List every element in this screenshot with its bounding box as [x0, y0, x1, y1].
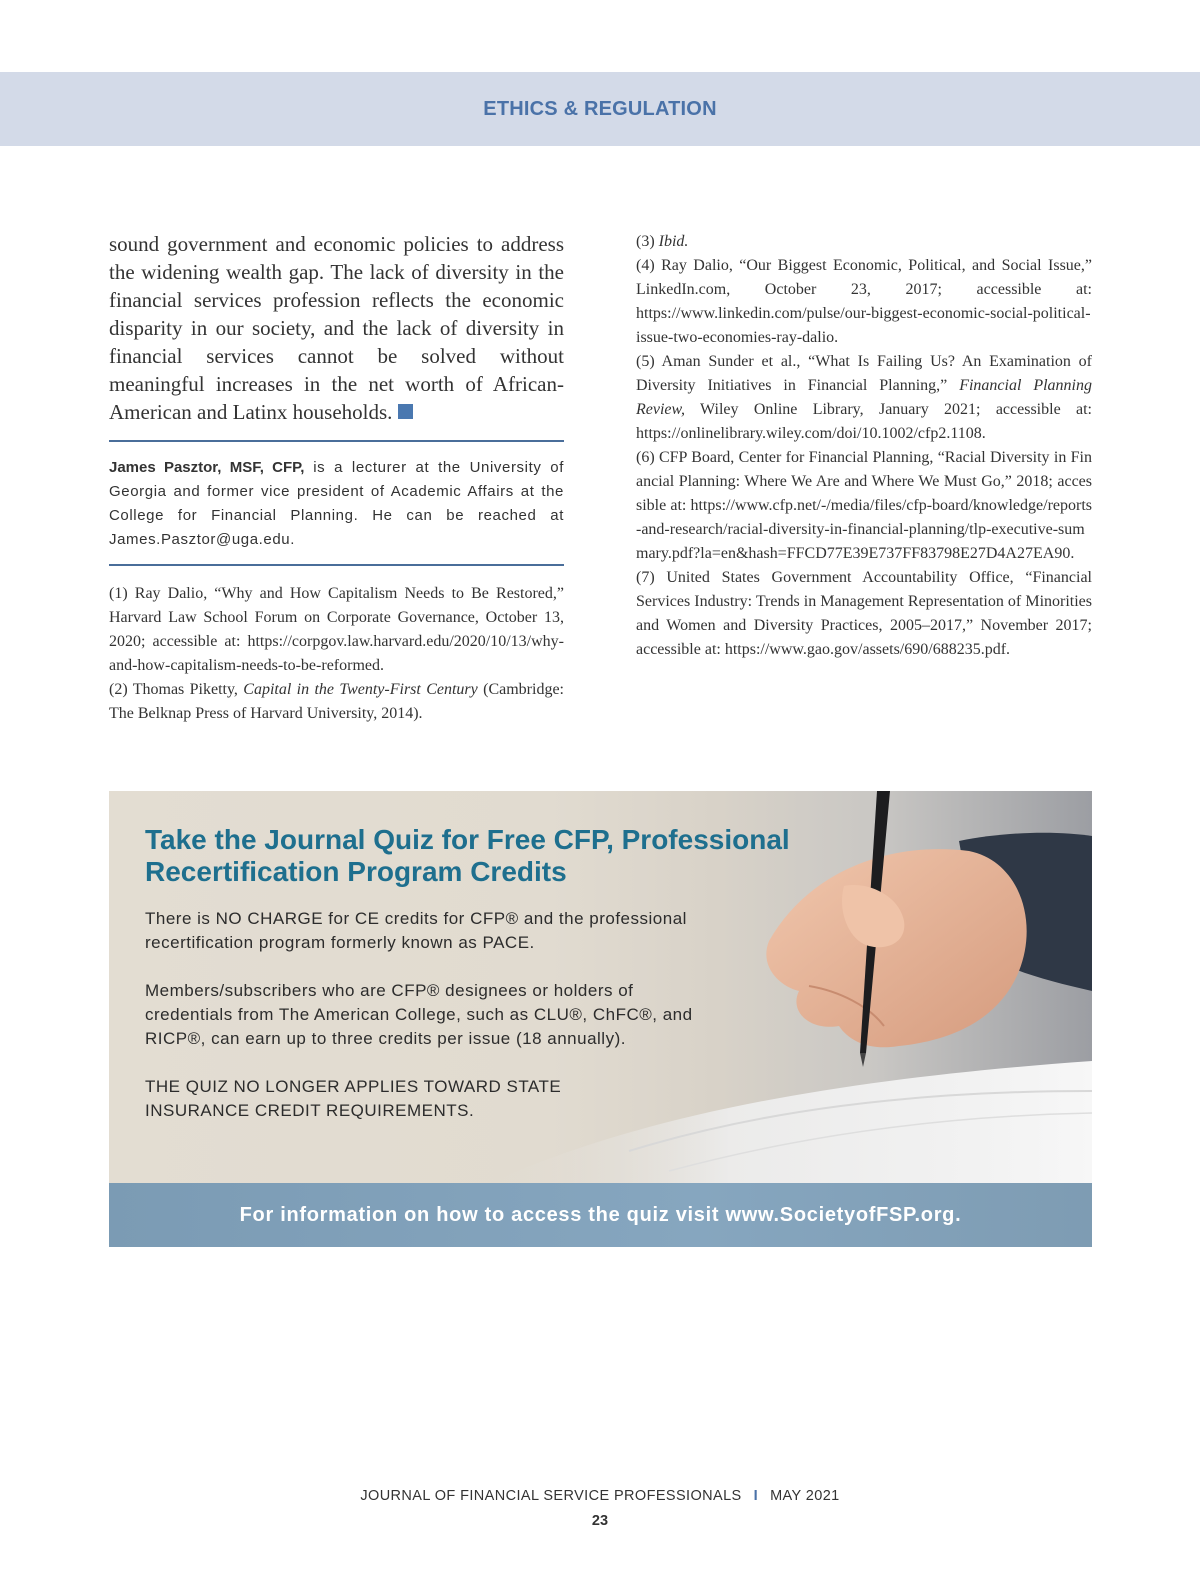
society-website-link[interactable]: www.SocietyofFSP.org — [725, 1203, 956, 1226]
section-header-band — [0, 72, 1200, 146]
section-title: ETHICS & REGULATION — [483, 97, 717, 120]
quiz-paragraph-no-charge: There is NO CHARGE for CE credits for CFP® and the professional recertification program formerly known as PACE. — [145, 909, 687, 952]
article-body-paragraph: sound government and economic policies to address the widening wealth gap. The lack of diversity in the financial services profession reflects the economic disparity in our society, and the lack of diversity in financial services cannot be solved without meaningful increases in the net worth of African-American and Latinx households. — [109, 232, 564, 424]
journal-footer — [0, 1488, 1200, 1504]
bio-top-rule — [109, 440, 564, 442]
endnote-4: (4) Ray Dalio, “Our Biggest Economic, Political, and Social Issue,” LinkedIn.com, October 23, 2017; accessible at: https://www.linkedin.com/pulse/our-biggest-economic-social-political-issue-two-economies-ray-dalio. — [636, 257, 1092, 346]
book-title: Capital in the Twenty-First Century — [243, 681, 478, 698]
bio-bottom-rule — [109, 564, 564, 566]
journal-title: Financial Planning Review, — [636, 377, 1092, 418]
quiz-advertisement — [109, 791, 1092, 1247]
right-column — [636, 230, 1092, 662]
quiz-info-bar — [109, 1183, 1092, 1247]
page-number: 23 — [591, 1513, 609, 1529]
journal-name: JOURNAL OF FINANCIAL SERVICE PROFESSIONALS — [360, 1488, 742, 1504]
article-body-text — [109, 230, 564, 426]
endnote-2: (2) Thomas Piketty, Capital in the Twenty-First Century (Cambridge: The Belknap Press of Harvard University, 2014). — [109, 681, 564, 722]
left-column — [109, 230, 564, 726]
endnote-6: (6) CFP Board, Center for Financial Planning, “Racial Diversity in Financial Planning: Where We Are and Where We Must Go,” 2018; accessible at: https://www.cfp.net/-/media/files/cfp-board/knowledge/reports-and-research/racial-diversity-in-financial-planning/tlp-executive-summary.pdf?la=en&hash=FFCD77E39E737FF83798E27D4A27EA90. — [636, 449, 1092, 562]
end-of-article-marker — [398, 404, 413, 419]
author-name: James Pasztor, MSF, CFP, — [109, 459, 305, 476]
footer-separator: I — [753, 1488, 759, 1504]
endnote-7: (7) United States Government Accountability Office, “Financial Services Industry: Trends in Management Representation of Minorities and Women and Diversity Practices, 2005–2017,” November 2017; accessible at: https://www.gao.gov/assets/690/688235.pdf. — [636, 569, 1092, 658]
endnotes-left — [109, 582, 564, 726]
quiz-paragraph-state-insurance: THE QUIZ NO LONGER APPLIES TOWARD STATE INSURANCE CREDIT REQUIREMENTS. — [145, 1077, 562, 1120]
issue-date: MAY 2021 — [770, 1488, 840, 1504]
endnote-5: (5) Aman Sunder et al., “What Is Failing Us? An Examination of Diversity Initiatives in Financial Planning,” Financial Planning Review, Wiley Online Library, January 2021; accessible at: https://onlinelibrary.wiley.com/doi/10.1002/cfp2.1108. — [636, 353, 1092, 442]
quiz-paragraph-members: Members/subscribers who are CFP® designees or holders of credentials from The American College, such as CLU®, ChFC®, and RICP®, can earn up to three credits per issue (18 annually). — [145, 981, 693, 1048]
author-bio-text: is a lecturer at the University of Georgia and former vice president of Academic Affairs at the College for Financial Planning. He can be reached at James.Pasztor@uga.edu. — [109, 459, 564, 548]
quiz-info-text: For information on how to access the quiz visit www.SocietyofFSP.org. — [239, 1203, 962, 1226]
endnote-1: (1) Ray Dalio, “Why and How Capitalism Needs to Be Restored,” Harvard Law School Forum on Corporate Governance, October 13, 2020; accessible at: https://corpgov.law.harvard.edu/2020/10/13/why-and-how-capitalism-needs-to-be-reformed. — [109, 585, 564, 674]
quiz-title: Take the Journal Quiz for Free CFP, Professional Recertification Program Credits — [145, 824, 790, 887]
author-bio — [109, 456, 564, 552]
endnote-3: (3) Ibid. — [636, 233, 689, 250]
